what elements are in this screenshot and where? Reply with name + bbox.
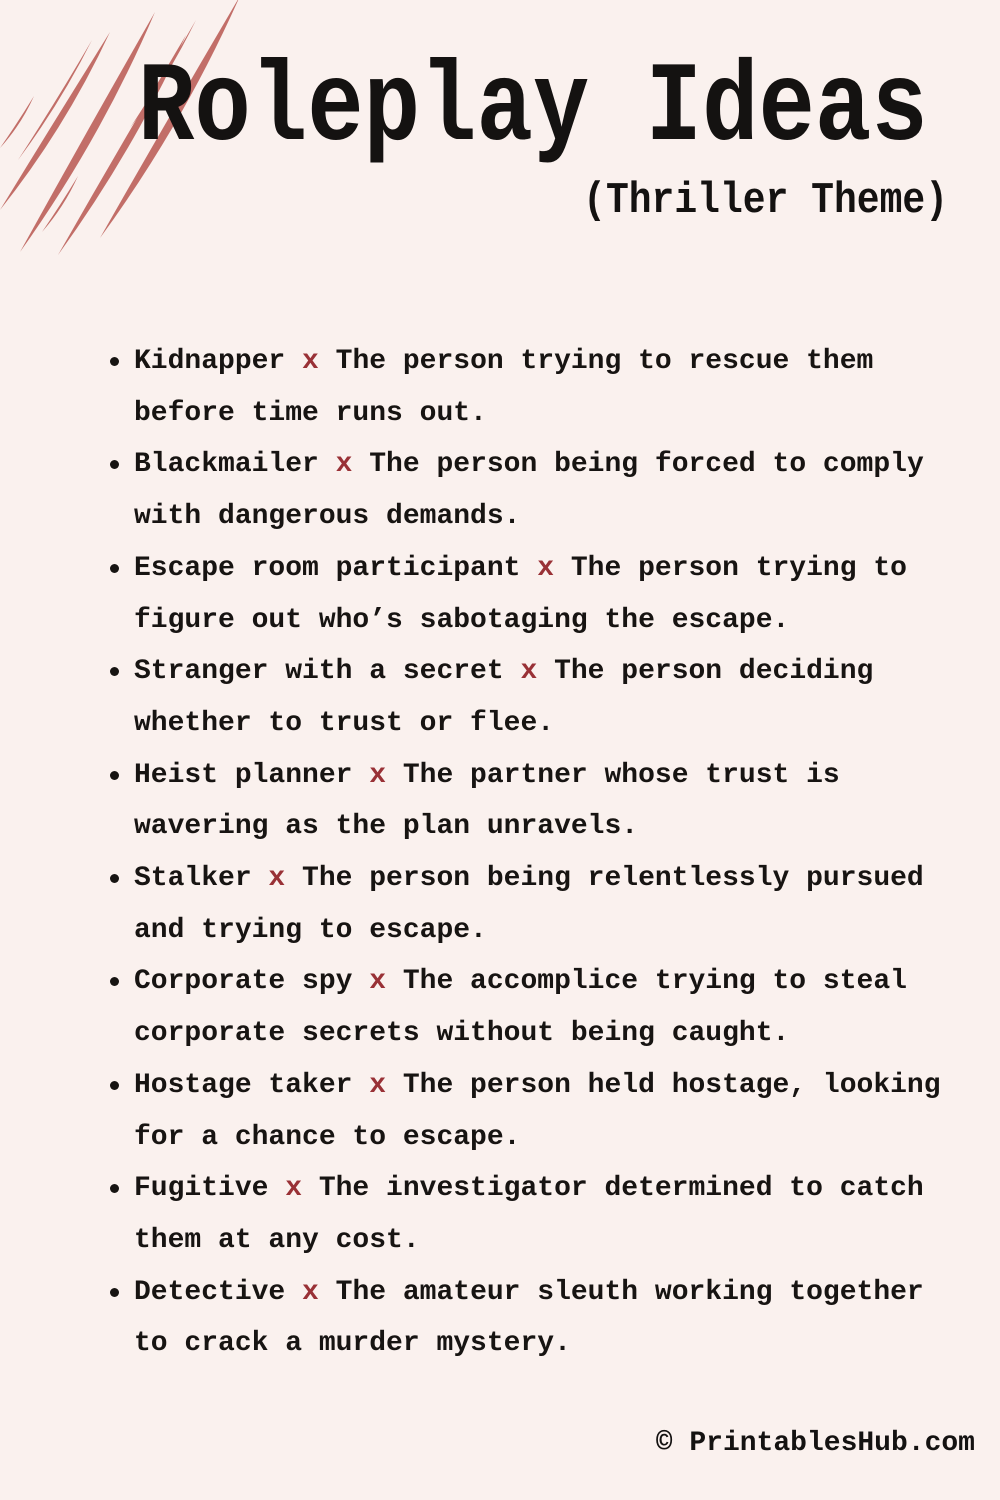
- bullet-icon: [110, 564, 119, 573]
- x-separator: x: [302, 1276, 319, 1308]
- site-credit: © PrintablesHub.com: [655, 1428, 975, 1459]
- role-label: Escape room participant: [134, 552, 521, 584]
- role-label: Fugitive: [134, 1173, 269, 1205]
- role-description: The person held hostage, looking for a chance to escape.: [134, 1069, 941, 1153]
- x-separator: x: [369, 759, 387, 791]
- role-description: The amateur sleuth working together to crack a murder mystery.: [134, 1276, 924, 1360]
- bullet-icon: [110, 1288, 119, 1297]
- role-label: Hostage taker: [134, 1069, 353, 1101]
- bullet-icon: [110, 1184, 119, 1193]
- page-title: Roleplay Ideas: [138, 46, 928, 174]
- role-label: Stalker: [134, 863, 252, 895]
- bullet-icon: [110, 667, 119, 676]
- bullet-icon: [110, 460, 119, 469]
- x-separator: x: [285, 1173, 303, 1205]
- list-item: [108, 750, 949, 853]
- role-description: The person being forced to comply with dangerous demands.: [134, 449, 924, 533]
- roleplay-ideas-list: [108, 336, 949, 1370]
- x-separator: x: [335, 449, 353, 481]
- list-item: [108, 1060, 949, 1163]
- role-label: Stranger with a secret: [134, 656, 504, 688]
- bullet-icon: [110, 357, 119, 366]
- role-description: The person deciding whether to trust or flee.: [134, 656, 874, 739]
- role-description: The person trying to rescue them before time runs out.: [134, 346, 874, 429]
- list-item: [108, 336, 949, 439]
- role-label: Kidnapper: [134, 346, 286, 377]
- list-item: [108, 1267, 949, 1370]
- list-item: [108, 646, 949, 749]
- role-label: Detective: [134, 1276, 286, 1308]
- list-item: [108, 439, 949, 542]
- x-separator: x: [537, 552, 555, 584]
- role-description: The partner whose trust is wavering as the plan unravels.: [134, 759, 840, 843]
- list-item: [108, 956, 949, 1059]
- bullet-icon: [110, 771, 119, 780]
- x-separator: x: [268, 863, 286, 895]
- list-item: [108, 543, 949, 646]
- bullet-icon: [110, 977, 119, 986]
- role-label: Corporate spy: [134, 966, 353, 998]
- role-description: The investigator determined to catch them at any cost.: [134, 1173, 924, 1256]
- role-description: The person trying to figure out who’s sabotaging the escape.: [134, 552, 907, 636]
- list-item: [108, 1163, 949, 1266]
- role-description: The person being relentlessly pursued and trying to escape.: [134, 863, 924, 946]
- x-separator: x: [369, 966, 387, 998]
- bullet-icon: [110, 874, 119, 883]
- x-separator: x: [302, 346, 319, 377]
- role-label: Blackmailer: [134, 449, 319, 481]
- x-separator: x: [369, 1069, 387, 1101]
- x-separator: x: [520, 656, 538, 688]
- role-description: The accomplice trying to steal corporate secrets without being caught.: [134, 966, 907, 1050]
- list-item: [108, 853, 949, 956]
- page-subtitle: (Thriller Theme): [583, 176, 948, 226]
- role-label: Heist planner: [134, 759, 353, 791]
- bullet-icon: [110, 1081, 119, 1090]
